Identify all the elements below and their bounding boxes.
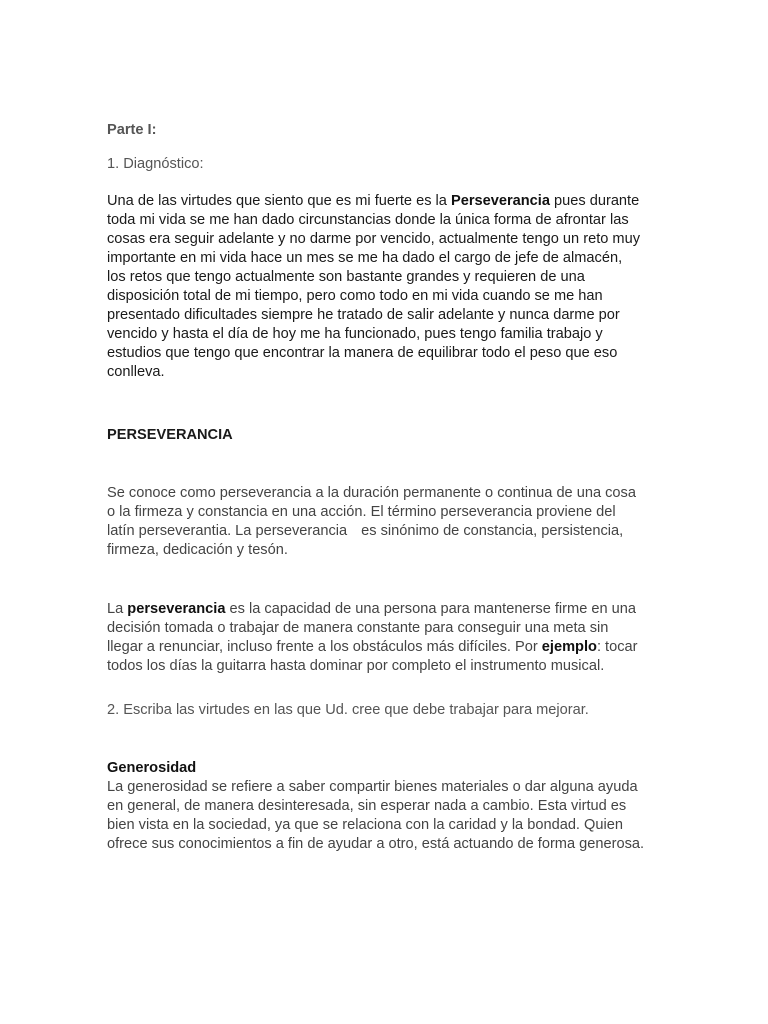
perseverancia-heading: PERSEVERANCIA <box>107 427 233 443</box>
paragraph-line: ofrece sus conocimientos a fin de ayudar a otro, está actuando de forma generosa. <box>107 836 645 852</box>
paragraph-line <box>107 522 667 541</box>
paragraph-definicion <box>107 484 667 560</box>
paragraph-line: vencido y hasta el día de hoy me ha funcionado, pues tengo familia trabajo y <box>107 326 603 342</box>
paragraph-line: o la firmeza y constancia en una acción. El término perseverancia proviene del <box>107 504 616 520</box>
parte-heading: Parte I: <box>107 122 157 138</box>
text-run: llegar a renunciar, incluso frente a los obstáculos más difíciles. Por <box>107 639 542 655</box>
paragraph-line: en general, de manera desinteresada, sin esperar nada a cambio. Esta virtud es <box>107 798 627 814</box>
paragraph-line: toda mi vida se me han dado circunstancias donde la única forma de afrontar las <box>107 212 629 228</box>
text-run: pues durante <box>549 193 640 209</box>
paragraph-line: los retos que tengo actualmente son bastante grandes y requieren de una <box>107 269 585 285</box>
emphasis-ejemplo: ejemplo <box>541 639 597 655</box>
paragraph-line: conlleva. <box>107 364 165 380</box>
text-run: es la capacidad de una persona para mantenerse firme en una <box>225 601 636 617</box>
paragraph-line: bien vista en la sociedad, ya que se relaciona con la caridad y la bondad. Quien <box>107 817 623 833</box>
paragraph-line: cosas era seguir adelante y no darme por vencido, actualmente tengo un reto muy <box>107 231 640 247</box>
paragraph-line <box>107 638 667 657</box>
text-run: : tocar <box>596 639 638 655</box>
emphasis-perseverancia: perseverancia <box>127 601 226 617</box>
paragraph-diagnostico <box>107 192 667 382</box>
text-run: La <box>107 601 128 617</box>
paragraph-line: disposición total de mi tiempo, pero como todo en mi vida cuando se me han <box>107 288 603 304</box>
paragraph-line: La generosidad se refiere a saber compartir bienes materiales o dar alguna ayuda <box>107 779 638 795</box>
text-run: Una de las virtudes que siento que es mi fuerte es la <box>107 193 451 209</box>
paragraph-line: Se conoce como perseverancia a la duración permanente o continua de una cosa <box>107 485 636 501</box>
question-2: 2. Escriba las virtudes en las que Ud. cree que debe trabajar para mejorar. <box>107 702 589 718</box>
diagnostico-heading: 1. Diagnóstico: <box>107 156 204 172</box>
paragraph-line: estudios que tengo que encontrar la manera de equilibrar todo el peso que eso <box>107 345 618 361</box>
paragraph-line <box>107 192 667 211</box>
emphasis-perseverancia: Perseverancia <box>450 193 550 209</box>
paragraph-capacidad <box>107 600 667 676</box>
paragraph-line <box>107 600 667 619</box>
paragraph-line: importante en mi vida hace un mes se me ha dado el cargo de jefe de almacén, <box>107 250 623 266</box>
paragraph-line: firmeza, dedicación y tesón. <box>107 542 288 558</box>
paragraph-line: decisión tomada o trabajar de manera constante para conseguir una meta sin <box>107 620 609 636</box>
paragraph-line: presentado dificultades siempre he tratado de salir adelante y nunca darme por <box>107 307 620 323</box>
paragraph-line: todos los días la guitarra hasta dominar por completo el instrumento musical. <box>107 658 605 674</box>
text-run: latín perseverantia. La perseverancia <box>107 523 348 539</box>
generosidad-heading: Generosidad <box>107 760 197 776</box>
section-generosidad <box>107 759 667 854</box>
text-run: es sinónimo de constancia, persistencia, <box>361 523 624 539</box>
